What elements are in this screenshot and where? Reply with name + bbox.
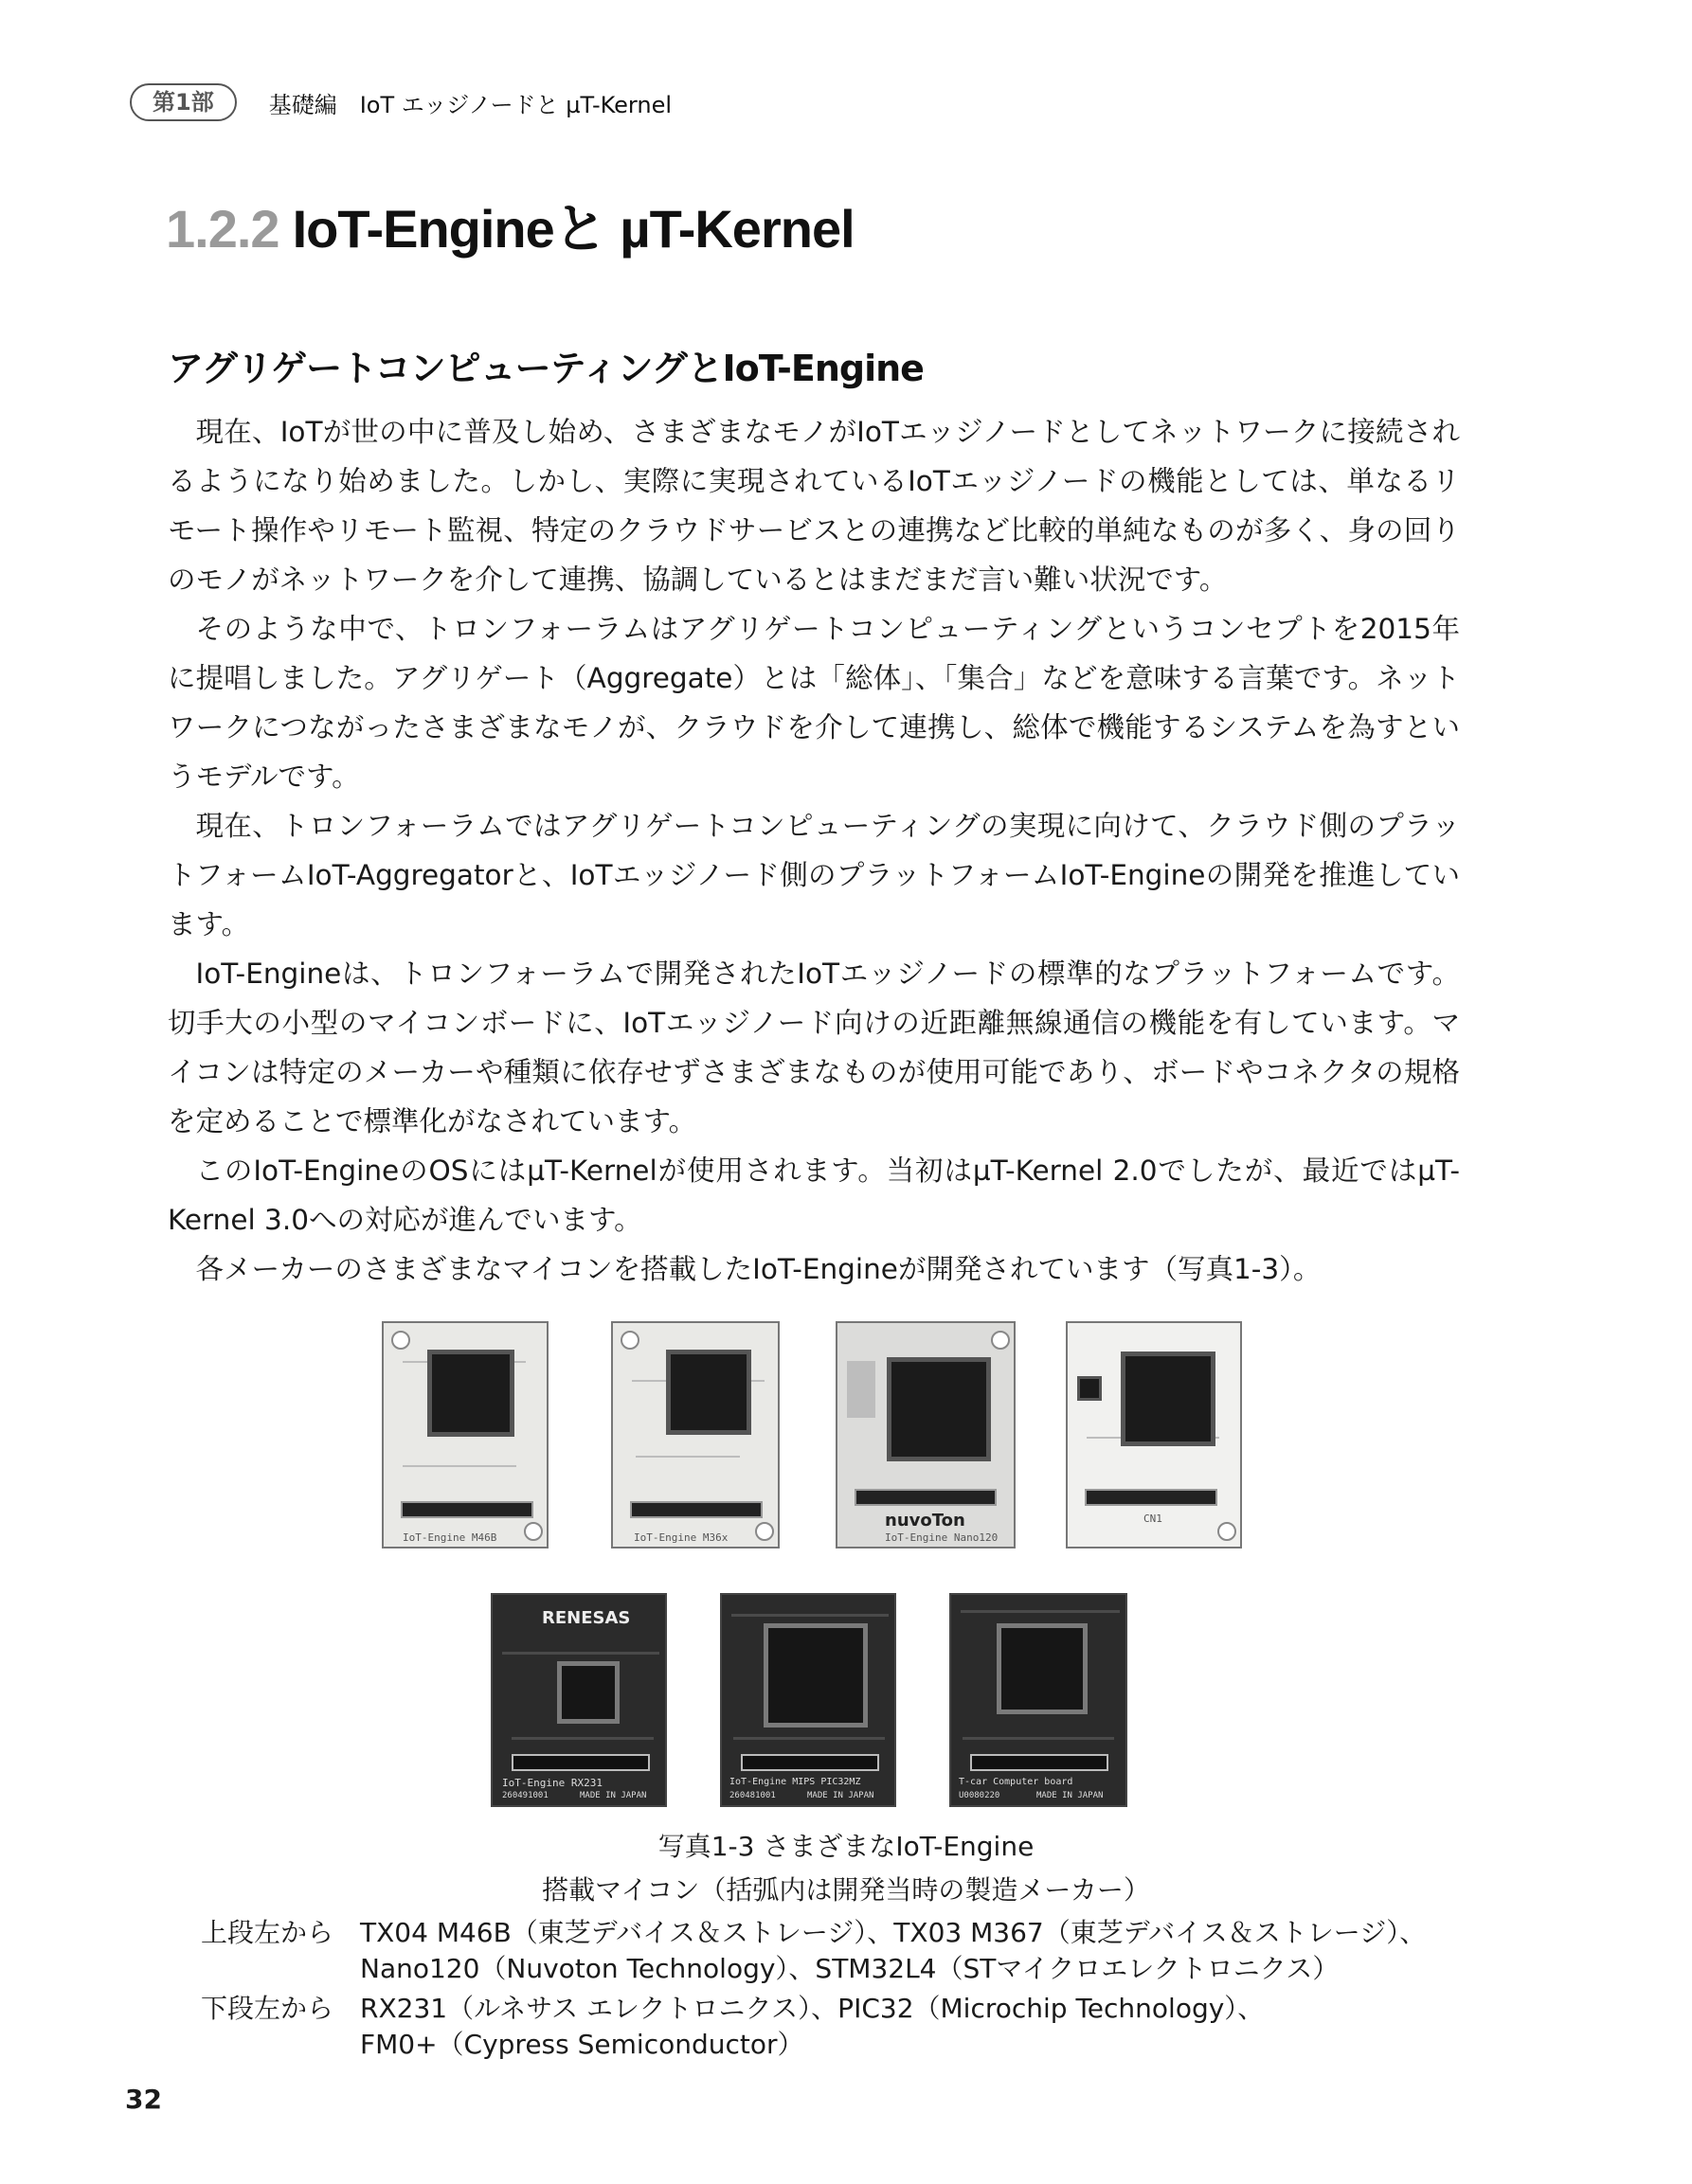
mcu-list: [201, 1915, 1426, 2067]
mcu-row-line: RX231（ルネサス エレクトロニクス）、PIC32（Microchip Technology）、: [360, 1993, 1265, 2024]
board-label: IoT-Engine M46B: [403, 1531, 497, 1544]
board-connector: [855, 1489, 997, 1506]
board-label: IoT-Engine MIPS PIC32MZ: [729, 1777, 861, 1787]
board-made-in: MADE IN JAPAN: [580, 1791, 647, 1800]
photo-caption-title: 写真1-3 さまざまなIoT-Engine: [657, 1831, 1035, 1862]
photo-caption-subtitle: 搭載マイコン（括弧内は開発当時の製造メーカー）: [542, 1874, 1150, 1906]
mcu-row-line: FM0+（Cypress Semiconductor）: [360, 2029, 804, 2060]
board-label: T-car Computer board: [959, 1777, 1073, 1787]
running-header: [130, 81, 672, 123]
board-connector: [1085, 1489, 1217, 1506]
section-number: 1.2.2: [166, 199, 279, 259]
paragraph: このIoT-EngineのOSにはµT-Kernelが使用されます。当初はµT-Kernel 2.0でしたが、最近ではµT-Kernel 3.0への対応が進んでいます。: [168, 1155, 1460, 1236]
board-pic32: [720, 1593, 896, 1807]
mcu-row-label: 下段左から: [201, 1993, 334, 2024]
board-serial: U0080220: [959, 1791, 1000, 1800]
board-label: IoT-Engine RX231: [502, 1777, 603, 1789]
board-connector: [630, 1501, 763, 1518]
mcu-chip: [997, 1623, 1088, 1714]
page-number: 32: [125, 2084, 162, 2115]
board-fm0: [949, 1593, 1127, 1807]
mcu-row-label: 上段左から: [201, 1917, 334, 1948]
mcu-chip: [666, 1350, 751, 1435]
board-nano120: [836, 1321, 1016, 1548]
board-stm32l4: [1066, 1321, 1242, 1548]
paragraph: 現在、トロンフォーラムではアグリゲートコンピューティングの実現に向けて、クラウド側のプラットフォームIoT-Aggregatorと、IoTエッジノード側のプラットフォームIoT-Engineの開発を推進しています。: [168, 810, 1460, 940]
mcu-chip: [1077, 1376, 1102, 1401]
mcu-chip: [557, 1661, 620, 1724]
board-made-in: MADE IN JAPAN: [1036, 1791, 1104, 1800]
mounting-hole: [1217, 1522, 1236, 1541]
paragraph: 現在、IoTが世の中に普及し始め、さまざまなモノがIoTエッジノードとしてネットワークに接続されるようになり始めました。しかし、実際に実現されているIoTエッジノードの機能としては、単なるリモート操作やリモート監視、特定のクラウドサービスとの連携など比較的単純なものが多く、身の回りのモノがネットワークを介して連携、協調しているとはまだまだ言い難い状況です。: [168, 416, 1460, 596]
mounting-hole: [524, 1522, 543, 1541]
board-connector: [512, 1754, 650, 1771]
paragraph: 各メーカーのさまざまなマイコンを搭載したIoT-Engineが開発されています（写真1-3）。: [195, 1253, 1322, 1285]
board-brand: nuvoTon: [885, 1511, 965, 1531]
board-rx231: [491, 1593, 667, 1807]
board-connector: [401, 1501, 533, 1518]
mcu-chip: [764, 1623, 868, 1728]
board-label: CN1: [1143, 1513, 1162, 1525]
pcb-trace: [733, 1737, 885, 1740]
mounting-hole: [391, 1331, 410, 1350]
mcu-list-row: [201, 1915, 1426, 1987]
pcb-trace: [512, 1737, 654, 1740]
part-badge: 第1部: [130, 83, 237, 121]
board-serial: 260491001: [502, 1791, 549, 1800]
pcb-trace: [731, 1614, 889, 1617]
board-m36x: [611, 1321, 780, 1548]
mcu-row-line: Nano120（Nuvoton Technology）、STM32L4（STマイクロエレクトロニクス）: [360, 1953, 1340, 1984]
section-title: IoT-Engineと µT-Kernel: [292, 199, 855, 259]
iot-engine-photo: [0, 1321, 1692, 1823]
pcb-trace: [636, 1456, 740, 1458]
paragraph: IoT-Engineは、トロンフォーラムで開発されたIoTエッジノードの標準的なプラットフォームです。切手大の小型のマイコンボードに、IoTエッジノード向けの近距離無線通信の機能を有しています。マイコンは特定のメーカーや種類に依存せずさまざまなものが使用可能であり、ボードやコネクタの規格を定めることで標準化がなされています。: [168, 958, 1461, 1137]
pcb-trace: [963, 1737, 1114, 1740]
pcb-trace: [502, 1652, 659, 1655]
subsection-heading: アグリゲートコンピューティングとIoT-Engine: [168, 348, 924, 389]
paragraph: そのような中で、トロンフォーラムはアグリゲートコンピューティングというコンセプトを2015年に提唱しました。アグリゲート（Aggregate）とは「総体」、「集合」などを意味する言葉です。ネットワークにつながったさまざまなモノが、クラウドを介して連携し、総体で機能するシステムを為すというモデルです。: [168, 613, 1460, 793]
mcu-chip: [427, 1350, 514, 1437]
mcu-row-line: TX04 M46B（東芝デバイス＆ストレージ）、TX03 M367（東芝デバイス＆ストレージ）、: [360, 1917, 1427, 1948]
running-header-title: 基礎編 IoT エッジノードと µT-Kernel: [268, 91, 673, 118]
pcb-trace: [847, 1361, 875, 1418]
body-text: [168, 407, 1460, 1294]
board-m46b: [382, 1321, 549, 1548]
mcu-chip: [1121, 1352, 1215, 1446]
board-label: IoT-Engine Nano120: [885, 1531, 999, 1544]
mounting-hole: [621, 1331, 639, 1350]
board-serial: 260481001: [729, 1791, 776, 1800]
mcu-list-row: [201, 1991, 1426, 2063]
mounting-hole: [991, 1331, 1010, 1350]
section-heading: [166, 188, 855, 263]
pcb-trace: [403, 1465, 516, 1467]
board-brand: RENESAS: [542, 1608, 631, 1628]
pcb-trace: [961, 1610, 1120, 1613]
mcu-chip: [887, 1357, 991, 1461]
board-label: IoT-Engine M36x: [634, 1531, 729, 1544]
board-connector: [970, 1754, 1108, 1771]
board-connector: [741, 1754, 879, 1771]
mounting-hole: [755, 1522, 774, 1541]
board-made-in: MADE IN JAPAN: [807, 1791, 874, 1800]
